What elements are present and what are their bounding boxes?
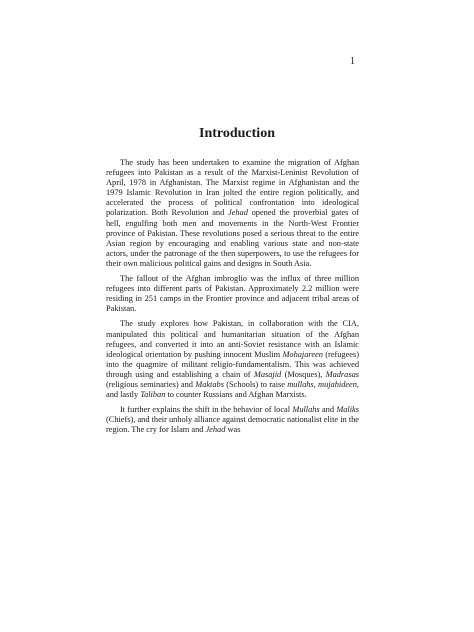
text-run: and lastly	[106, 390, 141, 400]
italic-term: Maktabs	[195, 379, 224, 389]
text-run: It further explains the shift in the behavior of local	[120, 405, 293, 415]
italic-term: Jehad	[227, 208, 248, 218]
italic-term: Jehad	[205, 425, 226, 435]
text-run: to counter Russians and Afghan Marxists.	[165, 390, 307, 400]
body-paragraph	[106, 319, 359, 400]
italic-term: Masajid	[253, 369, 282, 379]
text-run: (Mosques),	[281, 369, 326, 379]
text-run: (Chiefs), and their unholy alliance against democratic nationalist elite in the region. The cry for Islam and	[106, 415, 359, 435]
italic-term: Madrasas	[325, 369, 359, 379]
page-title: Introduction	[199, 126, 275, 141]
body-paragraph	[106, 274, 359, 314]
italic-term: Mullahs	[292, 405, 320, 415]
page-number: 1	[350, 56, 355, 67]
text-run: (Schools) to raise	[223, 379, 288, 389]
body-paragraph	[106, 405, 359, 435]
text-run: (refugees) into the quagmire of militant religio-fundamentalism. This was achieved through using and establishing a chain of	[106, 349, 359, 379]
italic-term: Maliks	[336, 405, 359, 415]
body-text	[106, 158, 359, 440]
text-run: and	[319, 405, 337, 415]
text-run: The study explores how Pakistan, in collaboration with the CIA, manipulated this political and humanitarian situation of the Afghan refugees, and converted it into an anti-Soviet resistance with an Islamic ideological orientation by pushing innocent Muslim	[106, 319, 359, 359]
italic-term: mullahs, mujahideen,	[287, 379, 359, 389]
text-run: The fallout of the Afghan imbroglio was the influx of three million refugees into different parts of Pakistan. Approximately 2.2 million were residing in 251 camps in the Frontier province and adjacent tribal areas of Pakistan.	[106, 274, 359, 314]
text-run: The study has been undertaken to examine the migration of Afghan refugees into Pakistan as a result of the Marxist-Leninist Revolution of April, 1978 in Afghanistan. The Marxist regime in Afghanistan and the 1979 Islamic Revolution in Iran jolted the entire region politically, and accelerated the process of political confrontation into ideological polarization. Both Revolution and	[106, 158, 359, 218]
text-run: was	[225, 425, 241, 435]
italic-term: Taliban	[140, 390, 166, 400]
text-run: opened the proverbial gates of hell, engulfing both men and movements in the North-West Frontier province of Pakistan. These revolutions posed a serious threat to the entire Asian region by encouraging and enabling various state and non-state actors, under the patronage of the then superpowers, to use the refugees for their own malicious political gains and designs in South Asia.	[106, 208, 359, 268]
body-paragraph	[106, 158, 359, 269]
text-run: (religious seminaries) and	[106, 379, 196, 389]
italic-term: Mohajareen	[282, 349, 323, 359]
